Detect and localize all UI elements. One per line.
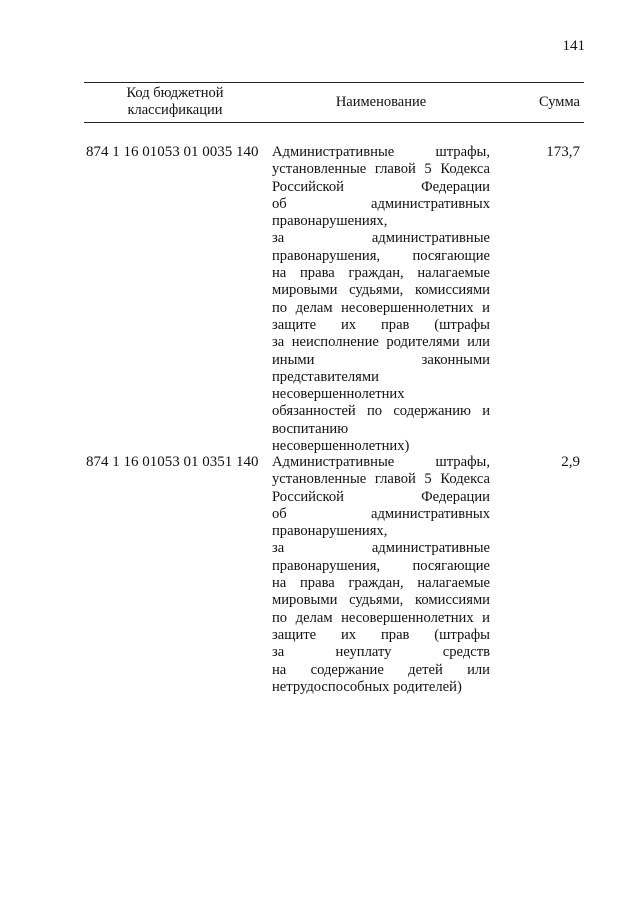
amount: 173,7	[546, 144, 580, 160]
name-line: на содержание детей или	[272, 661, 490, 678]
row-name	[272, 454, 490, 696]
name-line: по делам несовершеннолетних и	[272, 609, 490, 626]
name-line: несовершеннолетних	[272, 386, 405, 403]
name-line: на права граждан, налагаемые	[272, 265, 490, 282]
name-line: нетрудоспособных родителей)	[272, 678, 462, 695]
name-line: иными законными	[272, 351, 490, 368]
row-name	[272, 144, 490, 455]
name-line: мировыми судьями, комиссиями	[272, 282, 490, 299]
name-line: защите их прав (штрафы	[272, 316, 490, 333]
name-line: несовершеннолетних)	[272, 438, 410, 455]
name-line: представителями	[272, 368, 379, 385]
name-line: воспитанию	[272, 420, 349, 437]
name-line: Российской Федерации	[272, 178, 490, 195]
name-line: за административные	[272, 540, 490, 557]
name-line: по делам несовершеннолетних и	[272, 299, 490, 316]
name-line: установленные главой 5 Кодекса	[272, 161, 490, 178]
amount: 2,9	[561, 454, 580, 470]
name-line: Административные штрафы,	[272, 454, 490, 470]
name-line: на права граждан, налагаемые	[272, 575, 490, 592]
budget-code: 874 1 16 01053 01 0351 140	[86, 454, 259, 470]
name-line: за неуплату средств	[272, 644, 490, 661]
name-line: обязанностей по содержанию и	[272, 403, 490, 420]
name-line: правонарушения, посягающие	[272, 557, 490, 574]
header-name: Наименование	[335, 94, 427, 110]
name-line: об административных	[272, 195, 490, 212]
name-line: за административные	[272, 230, 490, 247]
name-line: правонарушениях,	[272, 523, 388, 540]
name-line: защите их прав (штрафы	[272, 626, 490, 643]
name-line: мировыми судьями, комиссиями	[272, 592, 490, 609]
name-line: об административных	[272, 505, 490, 522]
name-line: правонарушениях,	[272, 213, 388, 230]
table-top-rule	[84, 82, 584, 83]
budget-code: 874 1 16 01053 01 0035 140	[86, 144, 259, 160]
header-code: Код бюджетной классификации	[126, 85, 224, 118]
page-number: 141	[562, 38, 585, 54]
name-line: правонарушения, посягающие	[272, 247, 490, 264]
name-line: Административные штрафы,	[272, 144, 490, 160]
table-header-rule	[84, 122, 584, 123]
name-line: установленные главой 5 Кодекса	[272, 471, 490, 488]
name-line: за неисполнение родителями или	[272, 334, 490, 351]
name-line: Российской Федерации	[272, 488, 490, 505]
header-sum: Сумма	[538, 94, 580, 110]
